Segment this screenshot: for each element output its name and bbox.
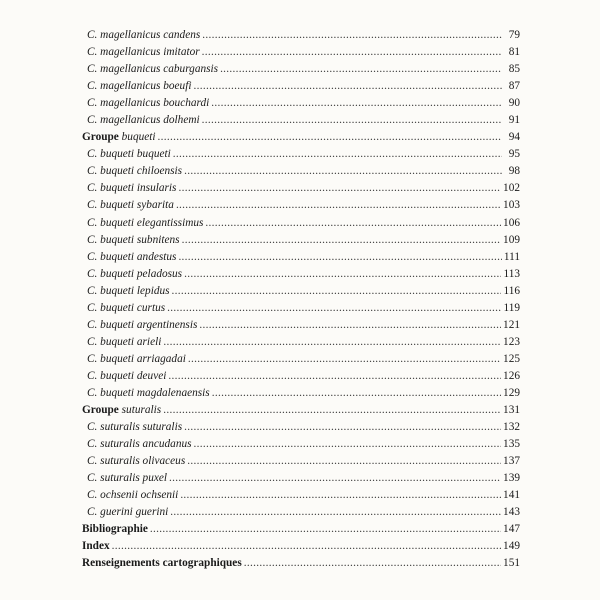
toc-entry bbox=[78, 453, 520, 470]
dot-leader bbox=[172, 283, 502, 300]
page-number: 98 bbox=[508, 165, 520, 178]
toc-entry-title: C. buqueti arieli bbox=[87, 335, 162, 348]
dot-leader bbox=[202, 27, 502, 44]
page-number: 135 bbox=[503, 438, 520, 451]
toc-entry bbox=[78, 232, 520, 249]
toc-entry-title: C. buqueti buqueti bbox=[87, 148, 171, 161]
toc-entry-title: C. buqueti chiloensis bbox=[87, 165, 183, 178]
page-number: 121 bbox=[503, 318, 520, 331]
page-number: 137 bbox=[503, 455, 520, 468]
toc-entry bbox=[78, 368, 520, 385]
toc-entry bbox=[78, 146, 520, 163]
page-number: 129 bbox=[503, 386, 520, 399]
group-prefix: Groupe bbox=[82, 404, 119, 417]
toc-entry-title: C. buqueti magdalenaensis bbox=[87, 386, 210, 399]
dot-leader bbox=[163, 402, 501, 419]
page-number: 94 bbox=[508, 131, 520, 144]
page-number: 102 bbox=[503, 182, 520, 195]
toc-entry-title bbox=[82, 129, 156, 146]
dot-leader bbox=[178, 249, 501, 266]
toc-entry-title: C. buqueti deuvei bbox=[87, 369, 167, 382]
page-number: 79 bbox=[508, 29, 520, 41]
dot-leader bbox=[150, 521, 501, 538]
toc-entry bbox=[78, 215, 520, 232]
toc-entry-title: C. magellanicus bouchardi bbox=[87, 97, 210, 110]
toc-entry bbox=[78, 334, 520, 351]
page-number: 111 bbox=[503, 250, 520, 263]
dot-leader bbox=[202, 44, 502, 61]
dot-leader bbox=[158, 129, 502, 146]
dot-leader bbox=[188, 351, 501, 368]
toc-entry bbox=[78, 470, 520, 487]
toc-entry-title: C. buqueti subnitens bbox=[87, 233, 180, 246]
toc-entry-title: C. magellanicus caburgansis bbox=[87, 63, 219, 76]
page-number: 119 bbox=[503, 301, 520, 314]
page-number: 87 bbox=[508, 80, 520, 93]
page-number: 149 bbox=[503, 540, 520, 553]
toc-entry-title: C. magellanicus dolhemi bbox=[87, 114, 200, 127]
toc-entry-title: C. buqueti lepidus bbox=[87, 284, 170, 297]
page-number: 123 bbox=[503, 335, 520, 348]
page-number: 113 bbox=[503, 267, 520, 280]
dot-leader bbox=[220, 61, 502, 78]
dot-leader bbox=[169, 470, 501, 487]
toc-entry bbox=[78, 44, 520, 61]
toc-section-entry bbox=[78, 521, 520, 538]
toc-entry-title: C. buqueti argentinensis bbox=[87, 318, 198, 331]
toc-entry-title: C. suturalis suturalis bbox=[87, 421, 183, 434]
page-number: 91 bbox=[508, 114, 520, 127]
toc-entry bbox=[78, 317, 520, 334]
dot-leader bbox=[180, 487, 501, 504]
page-number: 132 bbox=[503, 421, 520, 434]
dot-leader bbox=[194, 436, 502, 453]
dot-leader bbox=[112, 538, 501, 555]
dot-leader bbox=[211, 95, 502, 112]
page-number: 147 bbox=[503, 523, 520, 536]
dot-leader bbox=[168, 368, 501, 385]
dot-leader bbox=[194, 78, 503, 95]
toc-entry bbox=[78, 197, 520, 214]
toc-group-entry bbox=[78, 402, 520, 419]
page-number: 141 bbox=[503, 489, 520, 502]
toc-entry-title: C. buqueti andestus bbox=[87, 250, 177, 263]
toc-group-entry bbox=[78, 129, 520, 146]
toc-entry-title: C. buqueti insularis bbox=[87, 182, 177, 195]
toc-entry-title: C. magellanicus imitator bbox=[87, 46, 200, 59]
page-number: 131 bbox=[503, 404, 520, 417]
page-number: 85 bbox=[508, 63, 520, 76]
toc-entry-title bbox=[82, 402, 161, 419]
toc-entry bbox=[78, 61, 520, 78]
toc-entry-title: C. suturalis olivaceus bbox=[87, 455, 186, 468]
toc-entry-title: Bibliographie bbox=[82, 523, 148, 536]
toc-entry-title: C. suturalis ancudanus bbox=[87, 438, 192, 451]
toc-entry bbox=[78, 249, 520, 266]
dot-leader bbox=[212, 385, 501, 402]
toc-entry-title: Renseignements cartographiques bbox=[82, 557, 242, 570]
toc-section-entry bbox=[78, 538, 520, 555]
dot-leader bbox=[199, 317, 501, 334]
toc-entry bbox=[78, 504, 520, 521]
toc-entry-title: C. buqueti elegantissimus bbox=[87, 216, 204, 229]
dot-leader bbox=[184, 266, 501, 283]
table-of-contents bbox=[78, 27, 520, 573]
group-name: buqueti bbox=[121, 131, 156, 144]
toc-entry bbox=[78, 95, 520, 112]
toc-entry-title: C. suturalis puxel bbox=[87, 472, 168, 485]
toc-entry-title: C. magellanicus boeufi bbox=[87, 80, 192, 93]
dot-leader bbox=[244, 555, 501, 572]
dot-leader bbox=[202, 112, 502, 129]
toc-entry bbox=[78, 27, 520, 44]
dot-leader bbox=[184, 419, 501, 436]
page-number: 143 bbox=[503, 506, 520, 519]
dot-leader bbox=[170, 504, 501, 521]
toc-entry-title: C. buqueti sybarita bbox=[87, 199, 174, 212]
page-number: 125 bbox=[503, 352, 520, 365]
page-number: 103 bbox=[503, 199, 520, 212]
dot-leader bbox=[205, 215, 501, 232]
page-number: 90 bbox=[508, 97, 520, 110]
toc-entry-title: C. buqueti curtus bbox=[87, 301, 166, 314]
page-number: 151 bbox=[503, 557, 520, 570]
page-number: 109 bbox=[503, 233, 520, 246]
dot-leader bbox=[184, 163, 502, 180]
dot-leader bbox=[173, 146, 502, 163]
toc-entry bbox=[78, 487, 520, 504]
group-name: suturalis bbox=[121, 404, 162, 417]
toc-entry bbox=[78, 112, 520, 129]
page-number: 116 bbox=[503, 284, 520, 297]
toc-entry bbox=[78, 78, 520, 95]
toc-entry bbox=[78, 351, 520, 368]
toc-entry bbox=[78, 180, 520, 197]
page-number: 126 bbox=[503, 369, 520, 382]
dot-leader bbox=[187, 453, 501, 470]
dot-leader bbox=[163, 334, 501, 351]
dot-leader bbox=[178, 180, 501, 197]
dot-leader bbox=[182, 232, 501, 249]
toc-section-entry bbox=[78, 555, 520, 572]
group-prefix: Groupe bbox=[82, 131, 119, 144]
toc-entry-title: C. ochsenii ochsenii bbox=[87, 489, 179, 502]
toc-entry bbox=[78, 300, 520, 317]
toc-entry bbox=[78, 436, 520, 453]
toc-entry-title: C. buqueti arriagadai bbox=[87, 352, 186, 365]
toc-entry bbox=[78, 385, 520, 402]
dot-leader bbox=[167, 300, 501, 317]
toc-entry-title: C. buqueti peladosus bbox=[87, 267, 183, 280]
toc-entry-title: C. guerini guerini bbox=[87, 506, 169, 519]
page-number: 139 bbox=[503, 472, 520, 485]
dot-leader bbox=[176, 197, 501, 214]
page-number: 81 bbox=[508, 46, 520, 59]
toc-entry bbox=[78, 163, 520, 180]
toc-entry bbox=[78, 266, 520, 283]
toc-entry bbox=[78, 283, 520, 300]
toc-entry-title: C. magellanicus candens bbox=[87, 29, 201, 41]
page-number: 95 bbox=[508, 148, 520, 161]
page-number: 106 bbox=[503, 216, 520, 229]
toc-entry-title: Index bbox=[82, 540, 110, 553]
toc-entry bbox=[78, 419, 520, 436]
